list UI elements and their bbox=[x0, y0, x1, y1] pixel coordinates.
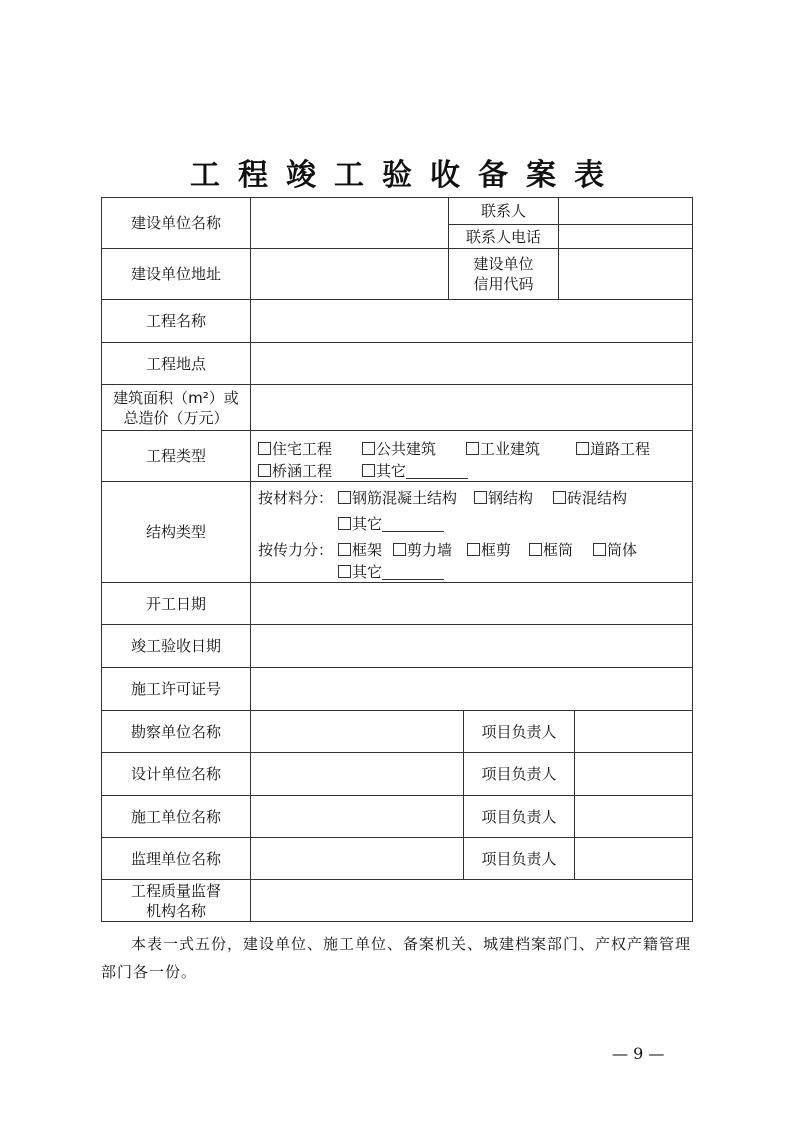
contact-field[interactable] bbox=[559, 198, 692, 224]
checkbox-icon[interactable] bbox=[362, 442, 375, 455]
label-contact: 联系人 bbox=[480, 202, 526, 220]
label-owner-address: 建设单位地址 bbox=[130, 265, 221, 283]
other-blank[interactable] bbox=[382, 565, 444, 580]
project-type-option[interactable]: 住宅工程 bbox=[258, 439, 332, 459]
checkbox-icon[interactable] bbox=[362, 464, 375, 477]
structure-material-option[interactable]: 钢结构 bbox=[474, 488, 533, 508]
project-type-option[interactable]: 公共建筑 bbox=[362, 439, 436, 459]
design-leader-field[interactable] bbox=[575, 753, 692, 795]
page-number: — 9 — bbox=[612, 1044, 665, 1063]
construction-unit-field[interactable] bbox=[251, 796, 463, 837]
structure-force-option[interactable]: 框筒 bbox=[529, 540, 573, 560]
label-credit-code bbox=[449, 249, 558, 299]
label-structure-type: 结构类型 bbox=[145, 523, 206, 541]
label-area-line2: 总造价（万元） bbox=[123, 408, 229, 427]
label-project-leader: 项目负责人 bbox=[481, 807, 557, 826]
label-project-leader: 项目负责人 bbox=[481, 765, 557, 783]
structure-force-option[interactable]: 筒体 bbox=[593, 540, 637, 560]
project-location-field[interactable] bbox=[251, 343, 692, 384]
permit-no-field[interactable] bbox=[251, 668, 692, 710]
label-area-cost bbox=[102, 385, 250, 430]
checkbox-icon[interactable] bbox=[576, 442, 589, 455]
project-name-field[interactable] bbox=[251, 300, 692, 342]
label-project-name: 工程名称 bbox=[145, 312, 206, 330]
project-type-option[interactable]: 道路工程 bbox=[576, 439, 650, 459]
contact-phone-field[interactable] bbox=[559, 225, 692, 248]
project-type-option-other[interactable]: 其它 bbox=[362, 461, 468, 481]
checkbox-icon[interactable] bbox=[553, 491, 566, 504]
supervision-unit-field[interactable] bbox=[251, 838, 463, 879]
completion-date-field[interactable] bbox=[251, 625, 692, 667]
owner-address-field[interactable] bbox=[251, 249, 448, 299]
label-project-leader: 项目负责人 bbox=[481, 849, 557, 868]
project-type-option[interactable]: 桥涵工程 bbox=[258, 461, 332, 481]
structure-material-other[interactable]: 其它 bbox=[338, 514, 444, 534]
structure-force-option[interactable]: 框剪 bbox=[467, 540, 511, 560]
label-credit-code-line1: 建设单位 bbox=[473, 255, 534, 273]
construction-leader-field[interactable] bbox=[575, 796, 692, 837]
design-unit-field[interactable] bbox=[251, 753, 463, 795]
label-start-date: 开工日期 bbox=[145, 594, 206, 613]
structure-material-option[interactable]: 砖混结构 bbox=[553, 488, 627, 508]
other-blank[interactable] bbox=[406, 464, 468, 479]
other-blank[interactable] bbox=[382, 517, 444, 532]
label-contact-phone: 联系人电话 bbox=[465, 227, 541, 246]
quality-org-field[interactable] bbox=[251, 880, 692, 921]
label-project-leader: 项目负责人 bbox=[481, 722, 557, 741]
owner-name-field[interactable] bbox=[251, 198, 448, 248]
label-permit-no: 施工许可证号 bbox=[130, 680, 221, 698]
label-quality-org-line1: 工程质量监督 bbox=[130, 881, 221, 900]
checkbox-icon[interactable] bbox=[258, 442, 271, 455]
form-title: 工程竣工验收备案表 bbox=[190, 158, 622, 193]
label-supervision-unit: 监理单位名称 bbox=[130, 849, 221, 868]
project-type-option[interactable]: 工业建筑 bbox=[466, 439, 540, 459]
label-design-unit: 设计单位名称 bbox=[130, 765, 221, 783]
structure-force-other[interactable]: 其它 bbox=[338, 562, 444, 582]
label-completion-date: 竣工验收日期 bbox=[130, 637, 221, 655]
survey-leader-field[interactable] bbox=[575, 711, 692, 752]
form-note: 本表一式五份，建设单位、施工单位、备案机关、城建档案部门、产权产籍管理部门各一份。 bbox=[101, 935, 692, 981]
checkbox-icon[interactable] bbox=[393, 543, 406, 556]
checkbox-icon[interactable] bbox=[529, 543, 542, 556]
structure-force-option[interactable]: 框架 bbox=[338, 540, 382, 560]
label-quality-org-line2: 机构名称 bbox=[145, 901, 206, 920]
checkbox-icon[interactable] bbox=[258, 464, 271, 477]
label-area-line1: 建筑面积（m²）或 bbox=[113, 388, 239, 407]
label-owner-name: 建设单位名称 bbox=[130, 214, 221, 232]
label-project-type: 工程类型 bbox=[145, 447, 206, 465]
checkbox-icon[interactable] bbox=[593, 543, 606, 556]
checkbox-icon[interactable] bbox=[474, 491, 487, 504]
start-date-field[interactable] bbox=[251, 583, 692, 624]
area-cost-field[interactable] bbox=[251, 385, 692, 430]
checkbox-icon[interactable] bbox=[338, 565, 351, 578]
credit-code-field[interactable] bbox=[559, 249, 692, 299]
label-quality-org bbox=[102, 880, 250, 921]
structure-material-option[interactable]: 钢筋混凝土结构 bbox=[338, 488, 457, 508]
structure-force-option[interactable]: 剪力墙 bbox=[393, 540, 452, 560]
label-construction-unit: 施工单位名称 bbox=[130, 807, 221, 826]
label-project-location: 工程地点 bbox=[145, 354, 206, 373]
label-credit-code-line2: 信用代码 bbox=[473, 275, 534, 293]
label-survey-unit: 勘察单位名称 bbox=[130, 722, 221, 741]
checkbox-icon[interactable] bbox=[338, 517, 351, 530]
checkbox-icon[interactable] bbox=[466, 442, 479, 455]
filing-form bbox=[101, 197, 693, 922]
checkbox-icon[interactable] bbox=[338, 491, 351, 504]
structure-force-label: 按传力分： bbox=[258, 541, 334, 559]
structure-material-label: 按材料分： bbox=[258, 489, 334, 507]
checkbox-icon[interactable] bbox=[467, 543, 480, 556]
supervision-leader-field[interactable] bbox=[575, 838, 692, 879]
survey-unit-field[interactable] bbox=[251, 711, 463, 752]
checkbox-icon[interactable] bbox=[338, 543, 351, 556]
